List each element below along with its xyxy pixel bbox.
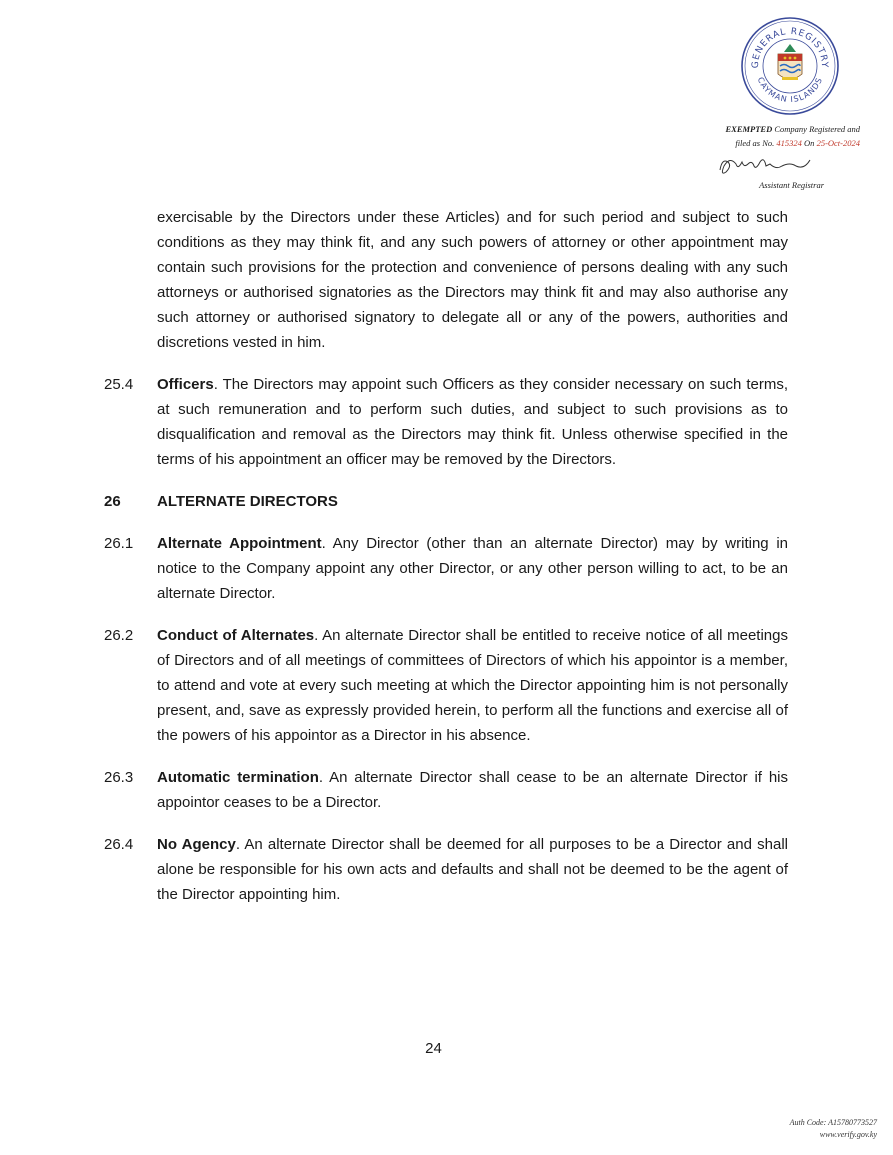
clause-number: 25.4 [104,376,134,393]
registration-number: 415324 [776,138,802,148]
registration-stamp [690,122,860,150]
section-26-heading [104,489,788,514]
clause-25-4 [104,372,788,472]
stamp-line-2 [690,136,860,150]
section-number: 26 [104,493,121,510]
document-body [104,205,788,907]
continuation-text: exercisable by the Directors under these Articles) and for such period and subject to such conditions as they may think fit, and any such powers of attorney or other appointment may contain such provisions for the protection and convenience of persons dealing with any such attorneys or authorised signatories as the Directors may think fit and may also authorise any such attorney or authorised signatory to delegate all or any of the powers, authorities and discretions vested in him. [157,209,788,351]
clause-body: . The Directors may appoint such Officers as they consider necessary on such terms, at such remuneration and to perform such duties, and subject to such provisions as to disqualification and removal as the Directors may think fit. Unless otherwise specified in the terms of his appointment an officer may be removed by the Directors. [157,376,788,468]
clause-title: Conduct of Alternates [157,627,315,644]
clause-title: Alternate Appointment [157,535,322,552]
continuation-paragraph [104,205,788,355]
coat-of-arms-icon [778,44,802,80]
svg-text:CAYMAN ISLANDS [756,76,825,104]
stamp-line-1 [690,122,860,136]
clause-26-4 [104,832,788,907]
assistant-registrar-label: Assistant Registrar [759,180,824,190]
clause-number: 26.3 [104,769,134,786]
exempted-label: EXEMPTED [725,124,773,134]
verification-footer [790,1117,877,1141]
registrar-signature [716,152,816,180]
clause-number: 26.1 [104,535,134,552]
page-number: 24 [425,1040,442,1057]
section-title: ALTERNATE DIRECTORS [157,493,338,510]
clause-26-3 [104,765,788,815]
clause-26-2 [104,623,788,748]
clause-26-1 [104,531,788,606]
clause-body: . An alternate Director shall cease to be an alternate Director if his appointor ceases to be a Director. [157,769,789,811]
seal-top-text: GENERAL REGISTRY [750,26,830,69]
clause-title: No Agency [157,836,236,853]
registry-seal [740,16,840,116]
auth-code: Auth Code: A15780773527 [789,1118,877,1127]
clause-number: 26.4 [104,836,134,853]
stamp-registered-text: Company Registered and [772,124,860,134]
clause-body: . An alternate Director shall be deemed for all purposes to be a Director and shall alone be responsible for his own acts and defaults and shall not be deemed to be the agent of the Director appointing him. [157,836,788,903]
clause-title: Officers [157,376,214,393]
clause-title: Automatic termination [157,769,319,786]
clause-number: 26.2 [104,627,134,644]
stamp-on-text: On [801,138,817,148]
clause-body: . Any Director (other than an alternate Director) may by writing in notice to the Company appoint any other Director, or any other person willing to act, to be an alternate Director. [157,535,788,602]
seal-bottom-text: CAYMAN ISLANDS [755,75,825,105]
clause-body: . An alternate Director shall be entitled to receive notice of all meetings of Directors and of all meetings of committees of Directors of which his appointor is a member, to attend and vote at every such meeting at which the Director appointing him is not personally present, and, save as expressly provided herein, to perform all the functions and exercise all of the powers of his appointor as a Director in his absence. [157,627,788,744]
stamp-filed-text: filed as No. [735,138,777,148]
registration-date: 25-Oct-2024 [816,138,860,148]
verify-website: www.verify.gov.ky [819,1130,877,1139]
